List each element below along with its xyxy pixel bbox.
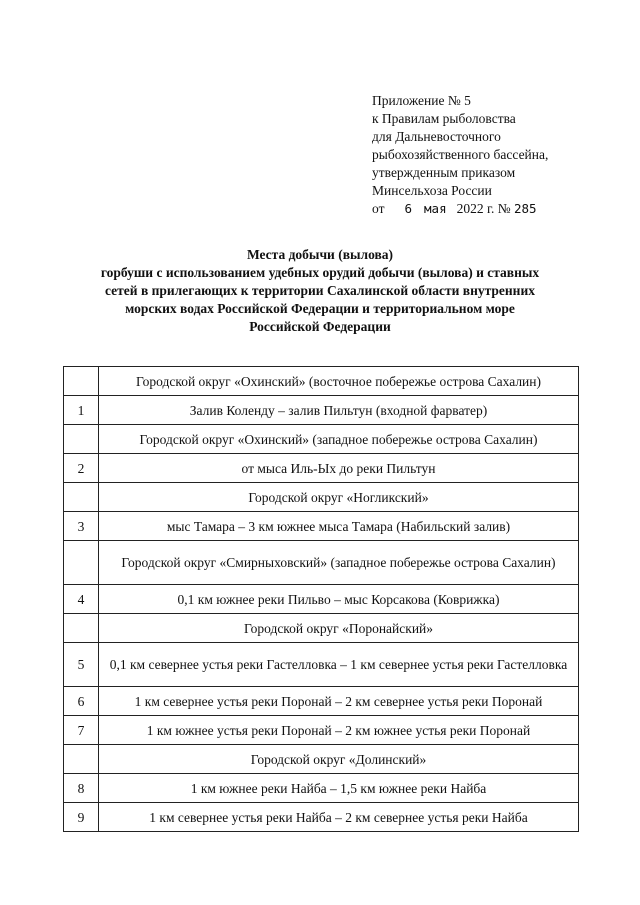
row-text: мыс Тамара – 3 км южнее мыса Тамара (Набильский залив) <box>99 512 579 541</box>
table-row <box>64 585 579 614</box>
table-row <box>64 483 579 512</box>
table-row <box>64 541 579 585</box>
order-number: 285 <box>514 201 537 216</box>
row-number <box>64 367 99 396</box>
row-text: 0,1 км южнее реки Пильво – мыс Корсакова (Коврижка) <box>99 585 579 614</box>
row-text: Городской округ «Охинский» (восточное побережье острова Сахалин) <box>99 367 579 396</box>
row-text: 1 км южнее реки Найба – 1,5 км южнее реки Найба <box>99 774 579 803</box>
document-title <box>40 246 600 336</box>
row-text: Залив Коленду – залив Пильтун (входной фарватер) <box>99 396 579 425</box>
table-row <box>64 774 579 803</box>
row-number <box>64 425 99 454</box>
row-text: Городской округ «Поронайский» <box>99 614 579 643</box>
table-row <box>64 643 579 687</box>
title-line: Российской Федерации <box>249 319 391 334</box>
row-text: 0,1 км севернее устья реки Гастелловка – 1 км севернее устья реки Гастелловка <box>99 643 579 687</box>
appendix-line: рыбохозяйственного бассейна, <box>372 147 549 162</box>
appendix-block <box>372 92 548 218</box>
row-number <box>64 483 99 512</box>
title-line: горбуши с использованием удебных орудий добычи (вылова) и ставных <box>100 265 540 280</box>
row-number: 2 <box>64 454 99 483</box>
order-year: 2022 г. № <box>456 201 511 216</box>
order-month: мая <box>424 201 447 216</box>
row-text: 1 км севернее устья реки Найба – 2 км севернее устья реки Найба <box>99 803 579 832</box>
row-number <box>64 614 99 643</box>
row-text: Городской округ «Смирныховский» (западное побережье острова Сахалин) <box>99 541 579 585</box>
appendix-line: к Правилам рыболовства <box>372 111 516 126</box>
row-number: 3 <box>64 512 99 541</box>
table-row <box>64 367 579 396</box>
table-row <box>64 512 579 541</box>
table-row <box>64 745 579 774</box>
order-prefix: от <box>372 201 385 216</box>
appendix-line: Приложение № 5 <box>372 93 471 108</box>
row-number <box>64 541 99 585</box>
table-row <box>64 425 579 454</box>
title-line: морских водах Российской Федерации и территориальном море <box>125 301 515 316</box>
row-number: 6 <box>64 687 99 716</box>
appendix-line: Минсельхоза России <box>372 183 492 198</box>
row-number: 4 <box>64 585 99 614</box>
table-row <box>64 716 579 745</box>
title-line: сетей в прилегающих к территории Сахалинской области внутренних <box>105 283 535 298</box>
row-number: 8 <box>64 774 99 803</box>
row-text: Городской округ «Долинский» <box>99 745 579 774</box>
row-number: 9 <box>64 803 99 832</box>
row-text: Городской округ «Охинский» (западное побережье острова Сахалин) <box>99 425 579 454</box>
order-day: 6 <box>404 201 413 216</box>
row-number: 1 <box>64 396 99 425</box>
row-number: 7 <box>64 716 99 745</box>
appendix-line: утвержденным приказом <box>372 165 516 180</box>
table-row <box>64 454 579 483</box>
table-row <box>64 687 579 716</box>
order-reference <box>372 200 548 218</box>
table-row <box>64 396 579 425</box>
row-text: 1 км южнее устья реки Поронай – 2 км южнее устья реки Поронай <box>99 716 579 745</box>
row-text: от мыса Иль-Ыx до реки Пильтун <box>99 454 579 483</box>
row-number <box>64 745 99 774</box>
row-number: 5 <box>64 643 99 687</box>
title-line: Места добычи (вылова) <box>246 247 394 262</box>
fishing-places-table <box>63 366 579 832</box>
row-text: 1 км севернее устья реки Поронай – 2 км севернее устья реки Поронай <box>99 687 579 716</box>
row-text: Городской округ «Ногликский» <box>99 483 579 512</box>
appendix-line: для Дальневосточного <box>372 129 501 144</box>
table-row <box>64 614 579 643</box>
table-row <box>64 803 579 832</box>
